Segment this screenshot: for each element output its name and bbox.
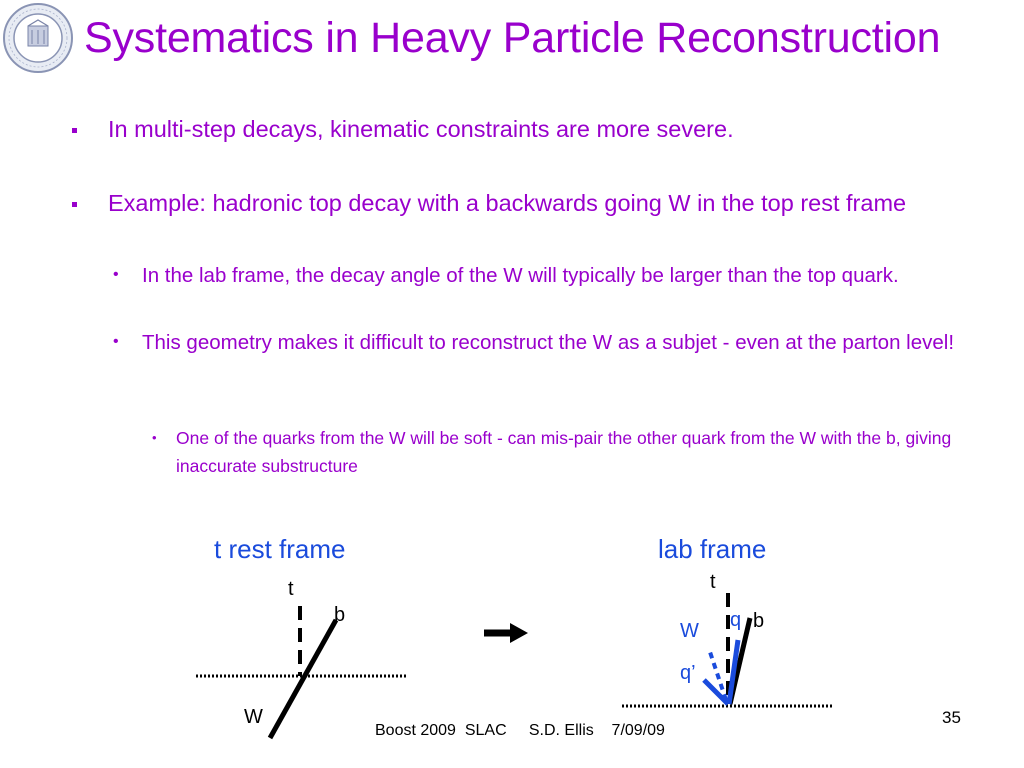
left-b-w-line: [270, 620, 336, 738]
left-t-label: t: [288, 578, 294, 600]
bullet-dot-icon: •: [113, 266, 119, 283]
sub-bullet-item: This geometry makes it difficult to reconstruct the W as a subjet - even at the parton level!: [142, 331, 955, 354]
left-diagram-title: t rest frame: [214, 534, 346, 564]
bullet-dot-icon: •: [152, 430, 157, 445]
right-diagram-title: lab frame: [658, 534, 767, 564]
arrow-head: [510, 623, 528, 643]
sub-bullet-item: In the lab frame, the decay angle of the W will typically be larger than the top quark.: [142, 264, 899, 287]
bullet-item: Example: hadronic top decay with a backwards going W in the top rest frame: [108, 190, 907, 216]
right-b-label: b: [753, 610, 765, 632]
slide-title: Systematics in Heavy Particle Reconstruction: [84, 14, 941, 62]
footer-text: Boost 2009 SLAC S.D. Ellis 7/09/09: [375, 722, 665, 739]
left-b-label: b: [334, 604, 346, 626]
right-qprime-label: q’: [680, 662, 696, 684]
left-w-label: W: [244, 706, 263, 728]
bullet-item: In multi-step decays, kinematic constraints are more severe.: [108, 116, 734, 142]
right-q-label: q: [730, 609, 742, 631]
sub-sub-bullet-item: One of the quarks from the W will be soft - can mis-pair the other quark from the W with the b, giving inaccurate substructure: [176, 428, 952, 476]
bullet-dot-icon: •: [113, 333, 119, 350]
right-w-label: W: [680, 620, 699, 642]
right-t-label: t: [710, 571, 716, 593]
page-number: 35: [942, 708, 961, 727]
